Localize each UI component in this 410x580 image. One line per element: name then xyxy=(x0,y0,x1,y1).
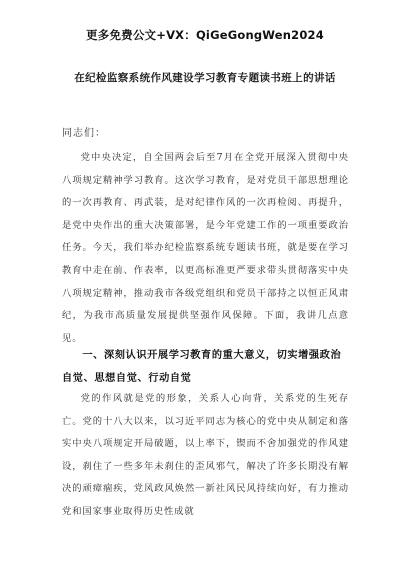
paragraph-section-1: 党的作风就是党的形象，关系人心向背，关系党的生死存亡。党的十八大以来，以习近平同志为核心的党中央从制定和落实中央八项规定开局破题，以上率下，锲而不舍加强党的作风建设，刹住了一些多年未刹住的歪风邪气，解决了许多长期没有解决的顽瘴痼疾，党风政风焕然一新社风民风持续向好，有力推动党和国家事业取得历史性成就 xyxy=(62,393,349,517)
paragraph-intro: 党中央决定，自全国两会后至7月在全党开展深入贯彻中央八项规定精神学习教育。这次学习教育，是对党员干部思想理论的一次再教育、再武装，是对纪律作风的一次再检阅、再提升，是党中央作出的重大决策部署，是今年党建工作的一项重要政治任务。今天，我们举办纪检监察系统专题读书班，就是要在学习教育中走在前、作表率，以更高标准更严要求带头贯彻落实中央八项规定精神，推动我市各级党组织和党员干部持之以恒正风肃纪，为我市高质量发展提供坚强作风保障。下面，我讲几点意见。 xyxy=(62,152,349,344)
salutation: 同志们： xyxy=(62,128,106,139)
promo-header: 更多免费公文+VX：QiGeGongWen2024 xyxy=(86,28,324,42)
section-heading-1: 一、深刻认识开展学习教育的重大意义，切实增强政治自觉、思想自觉、行动自觉 xyxy=(62,350,342,384)
document-title: 在纪检监察系统作风建设学习教育专题读书班上的讲话 xyxy=(74,72,336,84)
